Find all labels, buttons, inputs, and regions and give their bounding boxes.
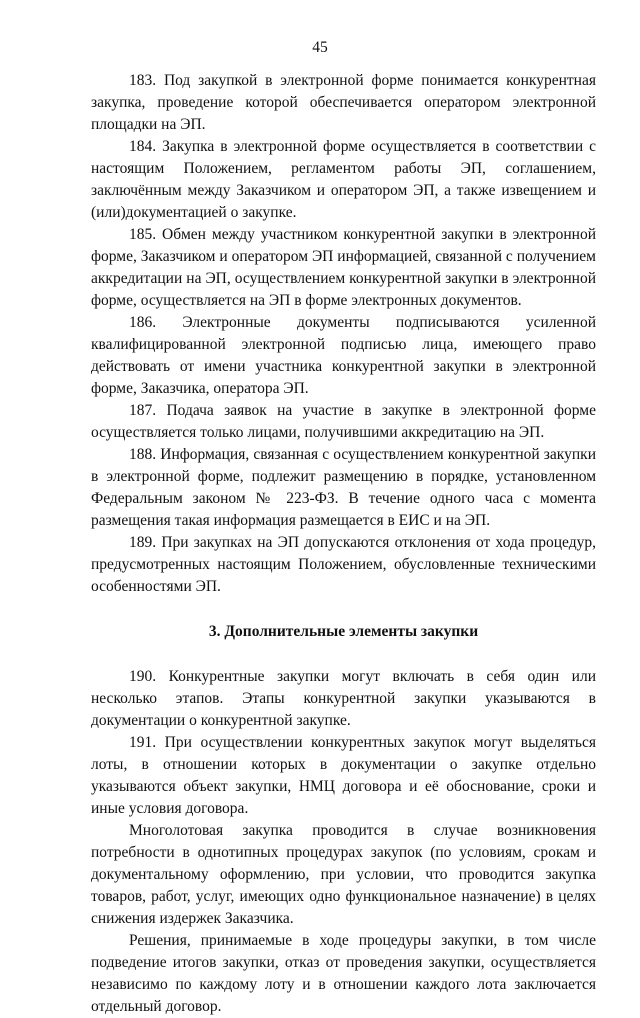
paragraph-187: 187. Подача заявок на участие в закупке в электронной форме осуществляется только лицами, получившими аккредитацию на ЭП. bbox=[91, 402, 596, 441]
paragraph-190: 190. Конкурентные закупки могут включать в себя один или несколько этапов. Этапы конкурентной закупки указываются в документации о конкурентной закупке. bbox=[91, 668, 596, 729]
paragraph-191: 191. При осуществлении конкурентных закупок могут выделяться лоты, в отношении которых в документации о закупке отдельно указываются объект закупки, НМЦ договора и её обоснование, сроки и иные условия договора. bbox=[91, 734, 596, 817]
page-content bbox=[91, 70, 596, 1018]
paragraph-decisions: Решения, принимаемые в ходе процедуры закупки, в том числе подведение итогов закупки, отказ от проведения закупки, осуществляется независимо по каждому лоту и в отношении каждого лота заключается отдельный договор. bbox=[91, 932, 596, 1015]
paragraph-multilot: Многолотовая закупка проводится в случае возникновения потребности в однотипных процедурах закупок (по условиям, срокам и документальному оформлению, при условии, что проводится закупка товаров, работ, услуг, имеющих одно функциональное назначение) в целях снижения издержек Заказчика. bbox=[91, 822, 596, 927]
paragraph-183: 183. Под закупкой в электронной форме понимается конкурентная закупка, проведение которой обеспечивается оператором электронной площадки на ЭП. bbox=[91, 72, 596, 133]
paragraph-188: 188. Информация, связанная с осуществлением конкурентной закупки в электронной форме, подлежит размещению в порядке, установленном Федеральным законом № 223-ФЗ. В течение одного часа с момента размещения такая информация размещается в ЕИС и на ЭП. bbox=[91, 446, 596, 529]
paragraph-186: 186. Электронные документы подписываются усиленной квалифицированной электронной подписью лица, имеющего право действовать от имени участника конкурентной закупки в электронной форме, Заказчика, оператора ЭП. bbox=[91, 314, 596, 397]
paragraph-184: 184. Закупка в электронной форме осуществляется в соответствии с настоящим Положением, регламентом работы ЭП, соглашением, заключённым между Заказчиком и оператором ЭП, а также извещением и (или)документацией о закупке. bbox=[91, 138, 596, 221]
paragraph-189: 189. При закупках на ЭП допускаются отклонения от хода процедур, предусмотренных настоящим Положением, обусловленные техническими особенностями ЭП. bbox=[91, 534, 596, 595]
page-number: 45 bbox=[312, 39, 328, 56]
section-heading: 3. Дополнительные элементы закупки bbox=[208, 623, 479, 640]
paragraph-185: 185. Обмен между участником конкурентной закупки в электронной форме, Заказчиком и оператором ЭП информацией, связанной с получением аккредитации на ЭП, осуществлением конкурентной закупки в электронной форме, осуществляется на ЭП в форме электронных документов. bbox=[91, 226, 596, 309]
